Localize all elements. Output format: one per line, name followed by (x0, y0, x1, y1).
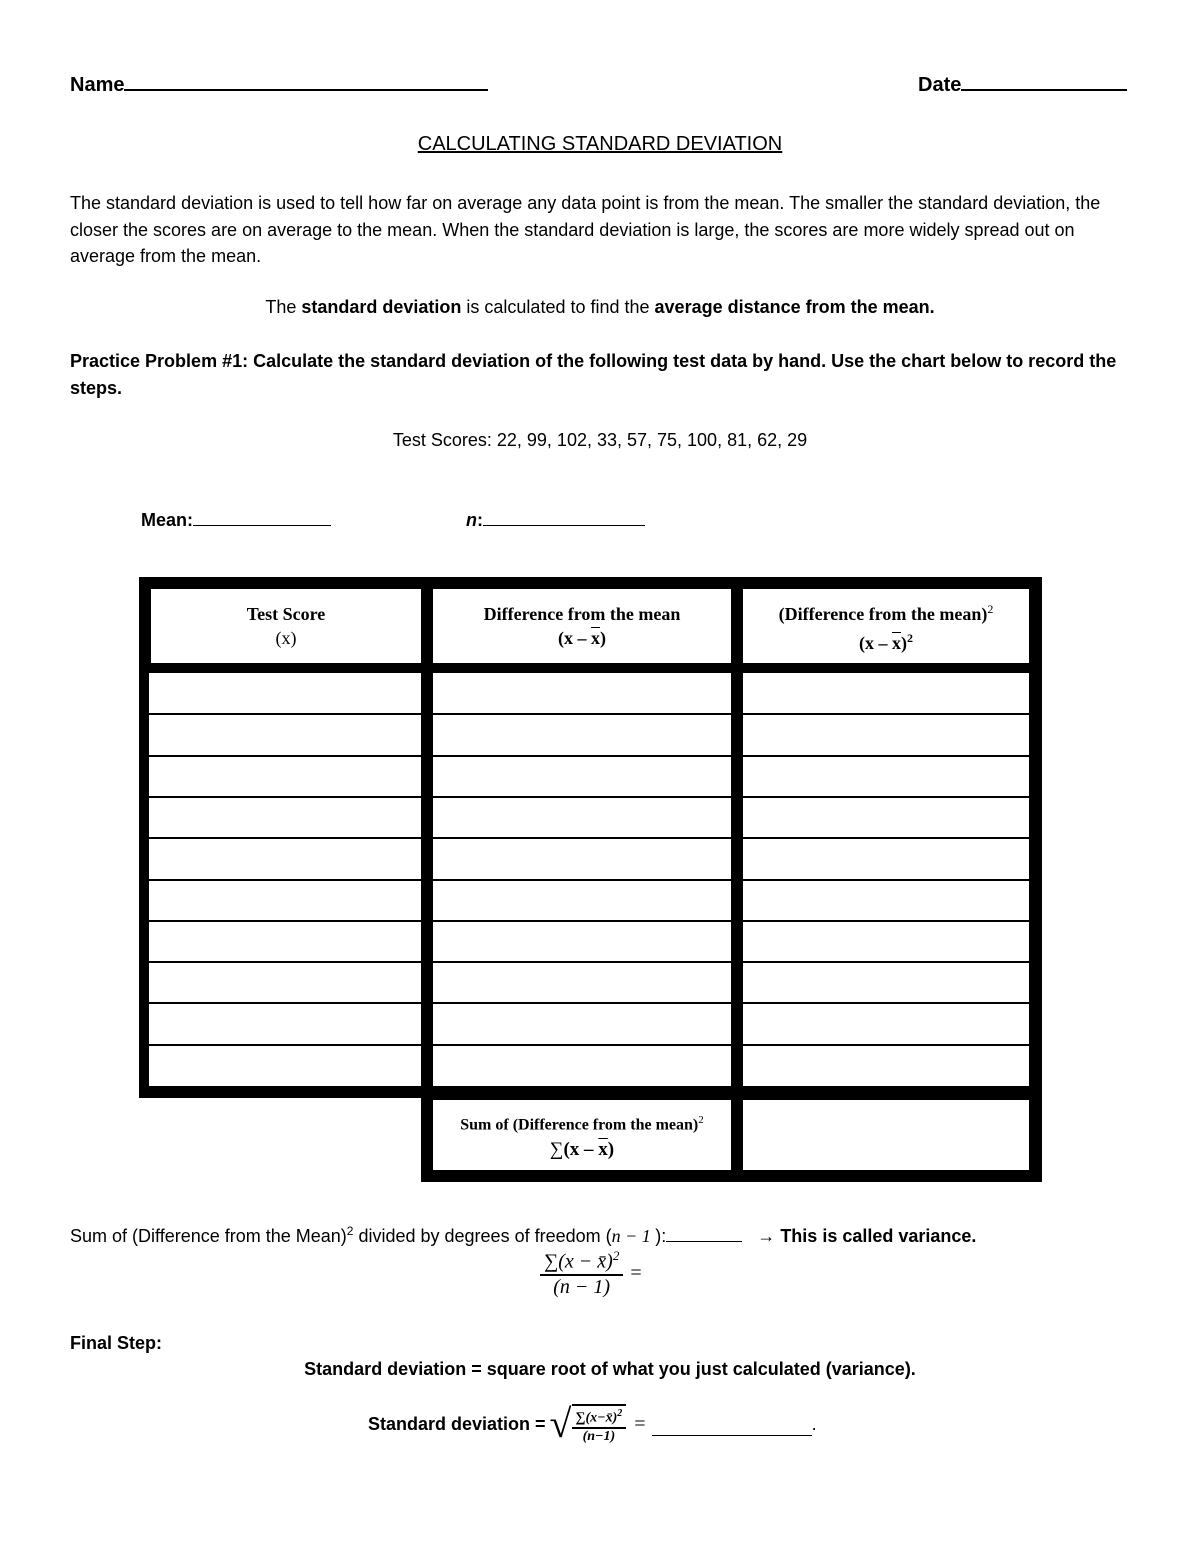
header-test-score (151, 589, 421, 663)
mean-field-group (141, 507, 331, 533)
variance-text-pre: Sum of (Difference from the Mean) (70, 1226, 347, 1246)
row-divider (149, 961, 1029, 963)
row-divider (149, 837, 1029, 839)
sum-row (421, 1094, 1042, 1182)
variance-line (70, 1218, 976, 1249)
variance-blank[interactable] (666, 1241, 742, 1242)
final-step-instruction: Standard deviation = square root of what you just calculated (variance). (304, 1359, 916, 1379)
name-blank[interactable] (124, 89, 488, 91)
definition-mid: is calculated to find the (461, 297, 655, 317)
variance-formula-equals: = (630, 1261, 642, 1284)
page-title-wrap (0, 130, 1200, 158)
test-scores: Test Scores: 22, 99, 102, 33, 57, 75, 100, 81, 62, 29 (392, 430, 808, 450)
name-field-group (70, 72, 488, 98)
sd-formula-denominator: (n−1) (582, 1428, 616, 1444)
row-divider (149, 713, 1029, 715)
final-step-label: Final Step: (70, 1333, 163, 1353)
name-label: Name (70, 74, 125, 96)
sum-answer-cell[interactable] (743, 1100, 1029, 1170)
header-test-score-sub: (x) (275, 628, 297, 648)
sd-label: Standard deviation = (368, 1414, 546, 1435)
sum-formula: $\sum(x - \overline{x})$ (549, 1138, 615, 1160)
page-title: CALCULATING STANDARD DEVIATION (417, 133, 783, 155)
date-label: Date (918, 74, 962, 96)
n-label: n (466, 510, 477, 530)
sd-answer-blank[interactable] (652, 1413, 812, 1436)
n-colon: : (477, 510, 483, 530)
header-difference-squared (743, 589, 1029, 663)
row-divider (149, 796, 1029, 798)
variance-text-mid: divided by degrees of freedom ( (353, 1226, 612, 1246)
sd-formula-line (368, 1401, 817, 1447)
variance-formula (540, 1248, 642, 1299)
n-blank[interactable] (483, 525, 645, 526)
row-divider (149, 1044, 1029, 1046)
definition-bold-2: average distance from the mean. (654, 297, 935, 317)
variance-called: This is called variance. (780, 1226, 977, 1246)
deviation-table (139, 577, 1042, 1098)
header-difference-title: Difference from the mean (483, 604, 681, 624)
header-difference (433, 589, 731, 663)
variance-formula-denominator: (n − 1) (553, 1275, 611, 1298)
header-difference-squared-title: (Difference from the mean)$^2$ (778, 602, 994, 624)
definition-line (0, 294, 1200, 320)
header-difference-squared-sub: $(x - \overline{x})^2$ (859, 631, 913, 653)
variance-n-expr: n − 1 (611, 1226, 656, 1246)
row-divider (149, 920, 1029, 922)
row-divider (149, 879, 1029, 881)
sd-formula-numerator: ∑(x−x̄)$^2$ (572, 1408, 627, 1429)
arrow-icon: → (757, 1226, 776, 1246)
variance-text-after: ): (655, 1226, 667, 1246)
mean-label: Mean: (141, 510, 194, 530)
sd-period: . (811, 1414, 817, 1435)
sd-formula-equals: = (634, 1412, 646, 1435)
radical-icon: √ (549, 1401, 572, 1447)
row-divider (149, 755, 1029, 757)
header-test-score-title: Test Score (246, 604, 326, 624)
sum-label: Sum of (Difference from the mean)$^2$ (460, 1114, 704, 1134)
date-field-group (918, 72, 1127, 98)
sd-formula-fraction (572, 1404, 627, 1445)
row-divider (149, 1002, 1029, 1004)
intro-paragraph: The standard deviation is used to tell how far on average any data point is from the mean. The smaller the standard deviation, the closer the scores are on average to the mean. When the standard deviation is large, the scores are more widely spread out on average from the mean. (70, 193, 1101, 266)
practice-problem: Practice Problem #1: Calculate the standard deviation of the following test data by hand. Use the chart below to record the steps. (70, 351, 1117, 398)
definition-pre: The (265, 297, 302, 317)
definition-bold-1: standard deviation (301, 297, 462, 317)
mean-blank[interactable] (193, 525, 331, 526)
date-blank[interactable] (961, 89, 1127, 91)
variance-formula-numerator: ∑(x − x̄)$^2$ (540, 1248, 623, 1276)
n-field-group (466, 507, 645, 533)
header-difference-sub: $(x - \overline{x})$ (558, 628, 606, 648)
variance-sup: 2 (346, 1224, 354, 1238)
sum-label-cell (433, 1100, 731, 1170)
